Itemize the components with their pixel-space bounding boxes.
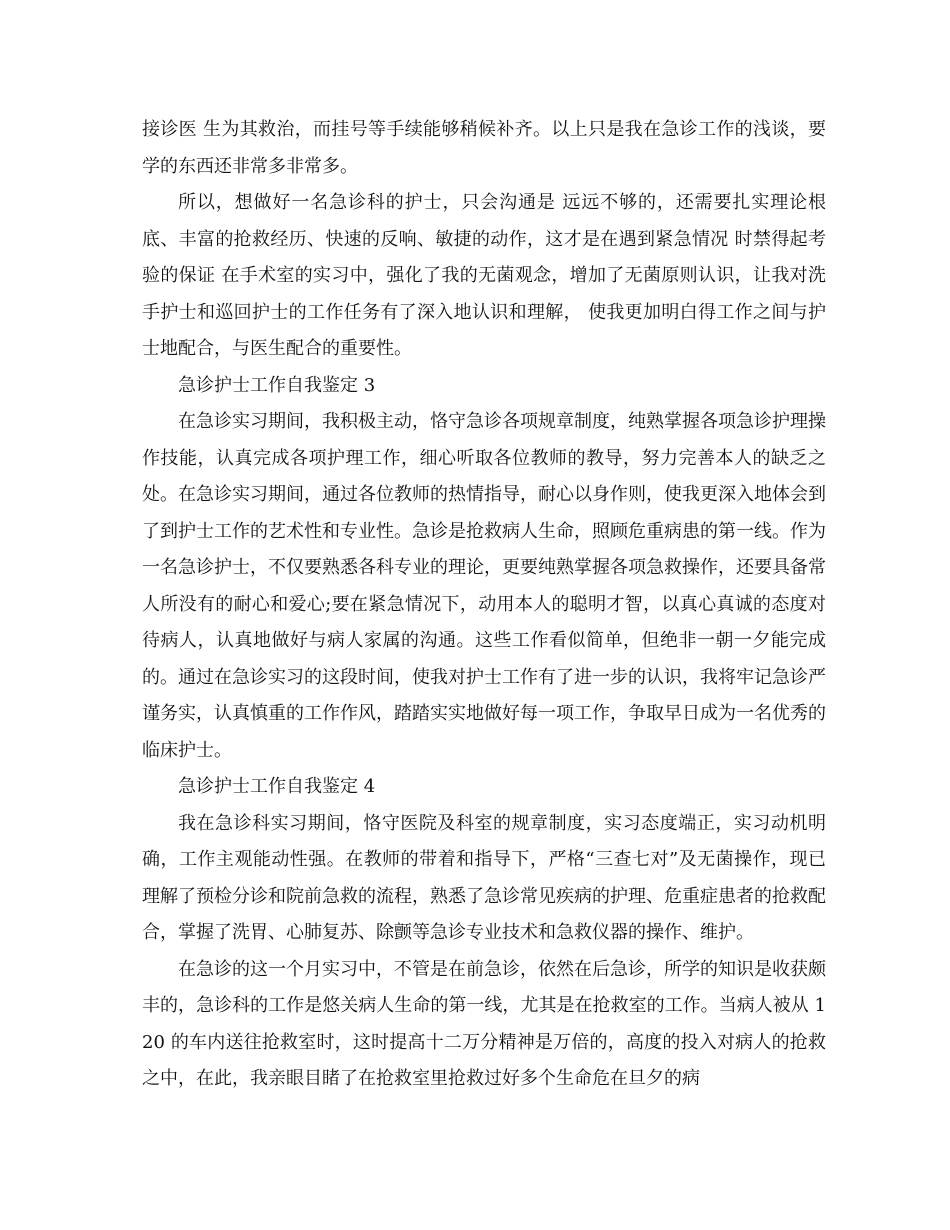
paragraph-2: 所以，想做好一名急诊科的护士，只会沟通是 远远不够的，还需要扎实理论根底、丰富的抢救经历、快速的反响、敏捷的动作，这才是在遇到紧急情况 时禁得起考验的保证 在手术室的实习中，强化了我的无菌观念，增加了无菌原则认识，让我对洗手护士和巡回护士的工作任务有了深入地认识和理解， 使我更加明白得工作之间与护士地配合，与医生配合的重要性。: [142, 192, 826, 359]
paragraph-1: 接诊医 生为其救治，而挂号等手续能够稍候补齐。以上只是我在急诊工作的浅谈，要学的东西还非常多非常多。: [142, 119, 826, 177]
section-heading-4: 急诊护士工作自我鉴定 4: [178, 776, 376, 797]
paragraph-4: 我在急诊科实习期间，恪守医院及科室的规章制度，实习态度端正，实习动机明确，工作主观能动性强。在教师的带着和指导下，严格“三查七对”及无菌操作，现已理解了预检分诊和院前急救的流程，熟悉了急诊常见疾病的护理、危重症患者的抢救配合，掌握了洗胃、心肺复苏、除颤等急诊专业技术和急救仪器的操作、维护。: [142, 812, 826, 943]
section-heading-3: 急诊护士工作自我鉴定 3: [178, 374, 376, 396]
paragraph-3: 在急诊实习期间，我积极主动，恪守急诊各项规章制度，纯熟掌握各项急诊护理操作技能，认真完成各项护理工作，细心听取各位教师的教导，努力完善本人的缺乏之处。在急诊实习期间，通过各位教师的热情指导，耐心以身作则，使我更深入地体会到了到护士工作的艺术性和专业性。急诊是抢救病人生命，照顾危重病患的第一线。作为一名急诊护士，不仅要熟悉各科专业的理论，更要纯熟掌握各项急救操作，还要具备常人所没有的耐心和爱心;要在紧急情况下，动用本人的聪明才智，以真心真诚的态度对待病人，认真地做好与病人家属的沟通。这些工作看似简单，但绝非一朝一夕能完成的。通过在急诊实习的这段时间，使我对护士工作有了进一步的认识，我将牢记急诊严谨务实，认真慎重的工作作风，踏踏实实地做好每一项工作，争取早日成为一名优秀的临床护士。: [142, 411, 826, 761]
paragraph-5: 在急诊的这一个月实习中，不管是在前急诊，依然在后急诊，所学的知识是收获颇丰的，急诊科的工作是悠关病人生命的第一线，尤其是在抢救室的工作。当病人被从 120 的车内送往抢救室时，这时提高十二万分精神是万倍的，高度的投入对病人的抢救之中，在此，我亲眼目睹了在抢救室里抢救过好多个生命危在旦夕的病: [142, 958, 826, 1089]
